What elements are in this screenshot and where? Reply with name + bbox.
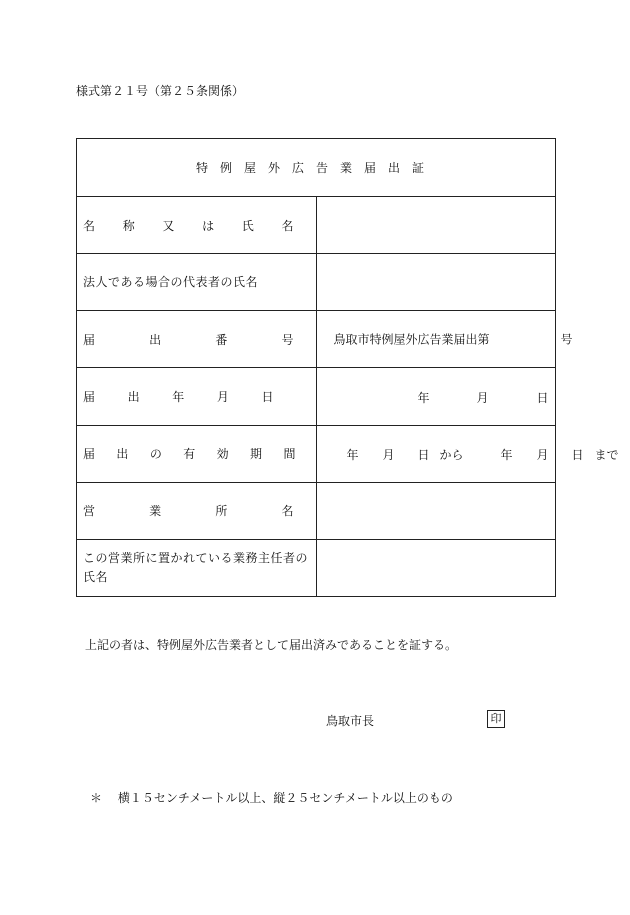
row-filing-number (77, 311, 556, 368)
label-validity: 届 出 の 有 効 期 間 (77, 425, 317, 482)
issuer-name: 鳥取市長 (326, 714, 375, 728)
form-number: 様式第２１号（第２５条関係） (76, 84, 245, 98)
validity-until: まで (594, 447, 619, 462)
validity-to-day: 日 (571, 447, 584, 462)
label-filing-date: 届 出 年 月 日 (77, 368, 317, 425)
label-manager: この営業所に置かれている業務主任者の氏名 (77, 539, 317, 596)
value-name[interactable] (316, 197, 556, 254)
filing-date-day: 日 (536, 390, 549, 405)
seal-mark: 印 (487, 710, 505, 728)
label-name: 名 称 又 は 氏 名 (77, 197, 317, 254)
label-filing-number: 届 出 番 号 (77, 311, 317, 368)
value-representative[interactable] (316, 254, 556, 311)
filing-number-suffix: 号 (560, 332, 573, 347)
filing-date-month: 月 (476, 390, 489, 405)
value-filing-date[interactable] (316, 368, 556, 425)
validity-from-year: 年 (346, 447, 359, 462)
validity-to-year: 年 (500, 447, 513, 462)
validity-from-day: 日 (417, 447, 430, 462)
value-office[interactable] (316, 482, 556, 539)
row-manager (77, 539, 556, 596)
note-text: 横１５センチメートル以上、縦２５センチメートル以上のもの (117, 791, 453, 805)
row-office (77, 482, 556, 539)
validity-from-month: 月 (382, 447, 395, 462)
certification-statement: 上記の者は、特例屋外広告業者として届出済みであることを証する。 (85, 638, 458, 652)
filing-number-prefix: 鳥取市特例屋外広告業届出第 (333, 332, 490, 347)
value-filing-number[interactable] (316, 311, 573, 368)
validity-to-month: 月 (536, 447, 549, 462)
row-name (77, 197, 556, 254)
row-filing-date (77, 368, 556, 425)
row-representative (77, 254, 556, 311)
label-office: 営 業 所 名 (77, 482, 317, 539)
value-manager[interactable] (316, 539, 556, 596)
row-validity (77, 425, 556, 482)
size-note (90, 789, 453, 806)
certificate-table (76, 138, 619, 597)
filing-date-year: 年 (417, 390, 430, 405)
certificate-title: 特例屋外広告業届出証 (77, 139, 556, 197)
validity-from: から (439, 447, 464, 462)
value-validity[interactable] (316, 425, 619, 482)
label-representative: 法人である場合の代表者の氏名 (77, 254, 317, 311)
note-asterisk: ＊ (90, 791, 103, 805)
